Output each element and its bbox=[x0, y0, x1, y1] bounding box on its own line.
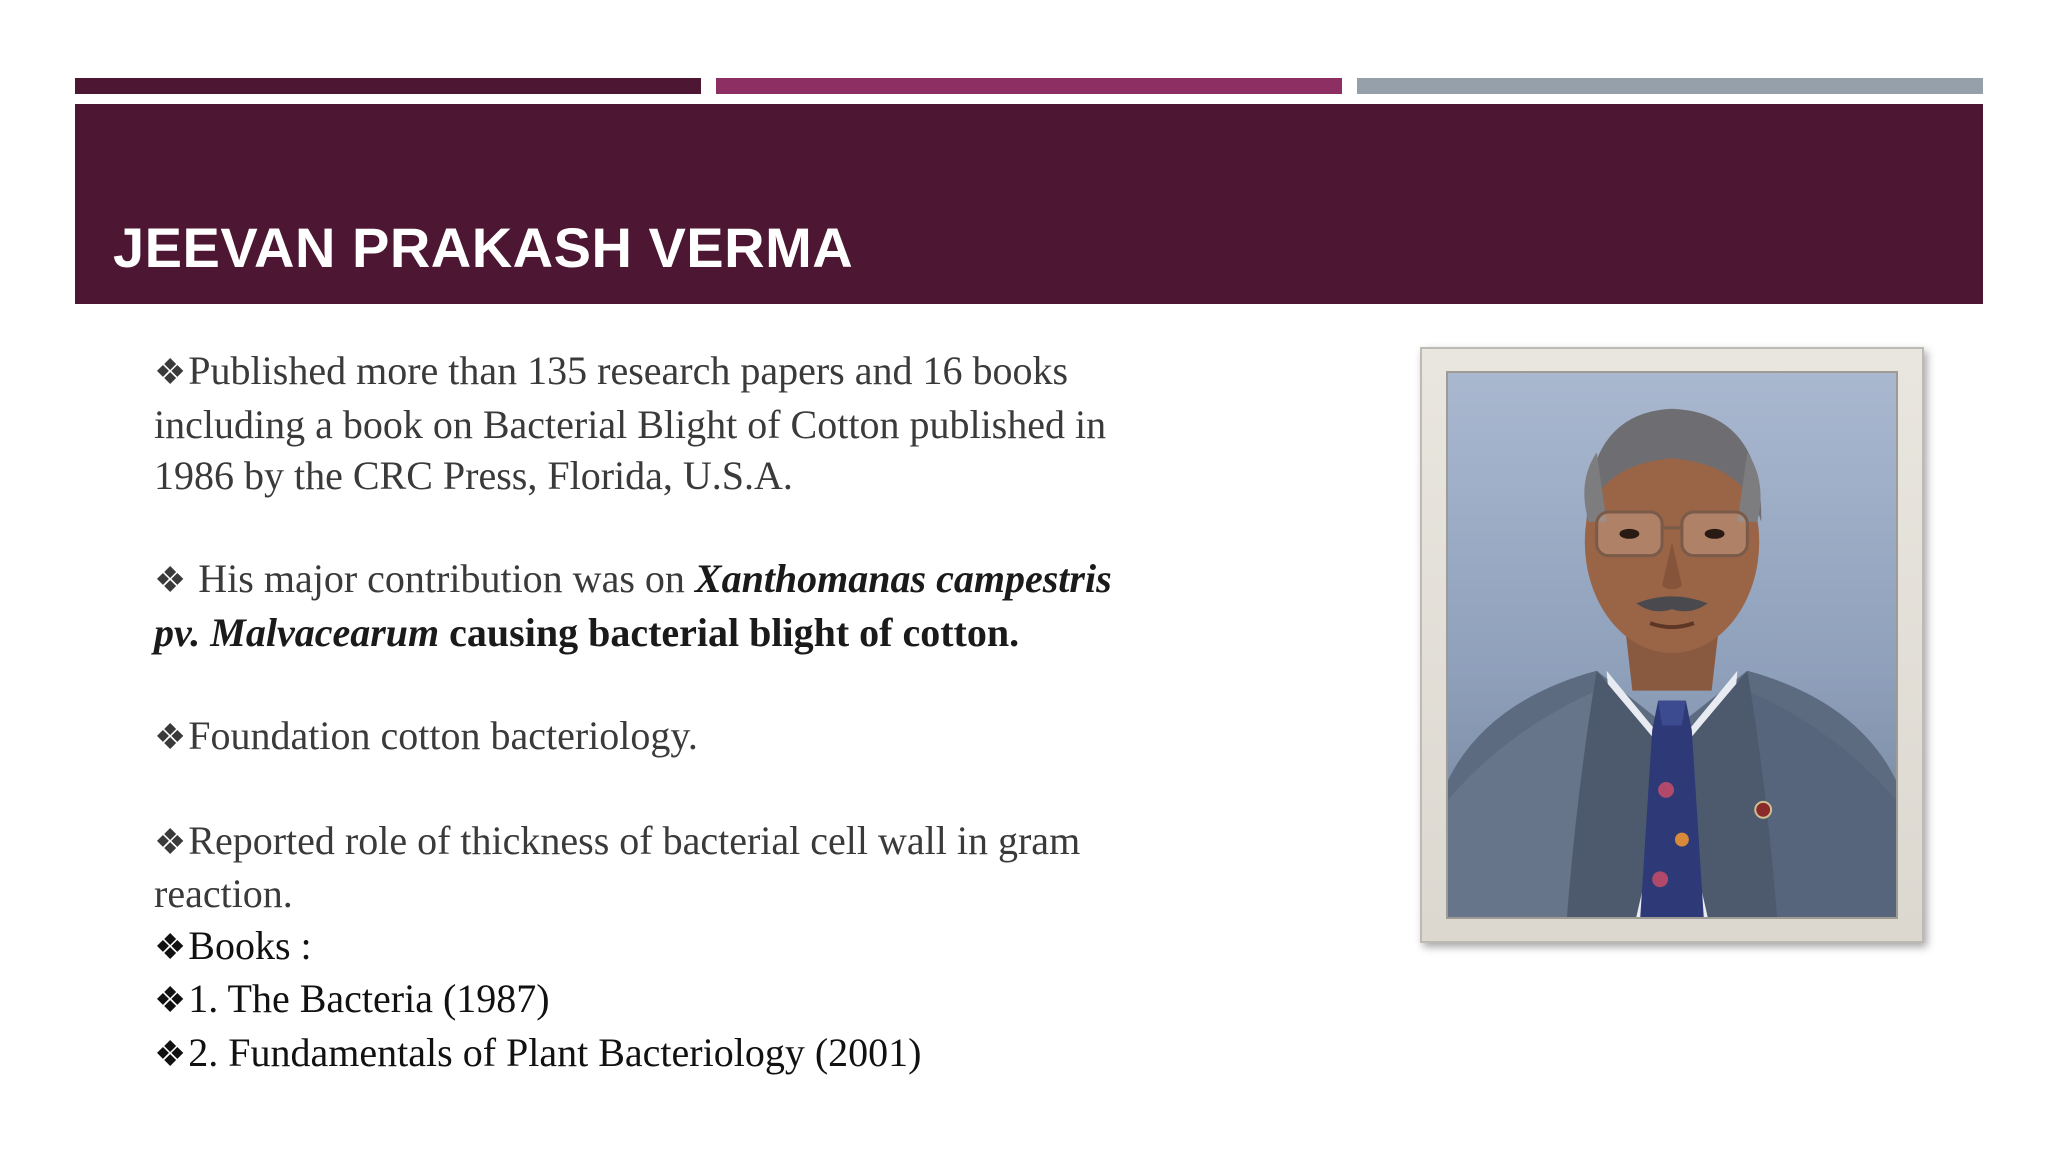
point-publications-line2: including a book on Bacterial Blight of Cotton published in bbox=[154, 401, 1107, 447]
spacer bbox=[154, 658, 1204, 710]
bullet-icon: ❖ bbox=[154, 560, 187, 600]
books-heading bbox=[154, 920, 1204, 974]
point-cell-wall-line1: Reported role of thickness of bacterial cell wall in gram bbox=[188, 817, 1081, 863]
spacer bbox=[154, 763, 1204, 815]
bullet-icon: ❖ bbox=[154, 716, 187, 757]
point-publications bbox=[154, 345, 1204, 502]
point-foundation-text: Foundation cotton bacteriology. bbox=[188, 712, 698, 758]
portrait-frame bbox=[1420, 347, 1924, 943]
point-cell-wall bbox=[154, 815, 1204, 920]
point-contribution-prefix: His major contribution was on bbox=[188, 556, 695, 601]
accent-bar-2 bbox=[716, 78, 1342, 94]
point-publications-line1: Published more than 135 research papers and 16 books bbox=[188, 348, 1069, 393]
point-publications-line3: 1986 by the CRC Press, Florida, U.S.A. bbox=[154, 453, 793, 498]
bullet-icon: ❖ bbox=[154, 352, 187, 392]
accent-bar-3 bbox=[1357, 78, 1983, 94]
portrait-photo-icon bbox=[1446, 371, 1898, 919]
bullet-icon: ❖ bbox=[154, 926, 187, 967]
spacer bbox=[154, 502, 1204, 554]
organism-name-part2: pv. Malvacearum bbox=[154, 609, 440, 655]
point-contribution-suffix: causing bacterial blight of cotton. bbox=[439, 609, 1020, 655]
bullet-icon: ❖ bbox=[154, 980, 187, 1020]
book-item-1-text: 1. The Bacteria (1987) bbox=[188, 976, 550, 1021]
title-banner bbox=[75, 104, 1983, 304]
point-contribution bbox=[154, 553, 1204, 658]
point-foundation bbox=[154, 710, 1204, 764]
point-cell-wall-line2: reaction. bbox=[154, 871, 293, 916]
book-item-2-text: 2. Fundamentals of Plant Bacteriology (2001) bbox=[188, 1029, 922, 1075]
portrait-illustration bbox=[1448, 373, 1896, 917]
bullet-icon: ❖ bbox=[154, 821, 187, 862]
book-item-2 bbox=[154, 1027, 1204, 1081]
books-heading-text: Books : bbox=[188, 922, 312, 968]
organism-name-part1: Xanthomanas campestris bbox=[694, 556, 1112, 601]
bullet-icon: ❖ bbox=[154, 1033, 187, 1074]
slide-title: JEEVAN PRAKASH VERMA bbox=[113, 216, 854, 279]
content-body bbox=[154, 345, 1204, 1080]
book-item-1 bbox=[154, 973, 1204, 1027]
accent-bar-1 bbox=[75, 78, 701, 94]
